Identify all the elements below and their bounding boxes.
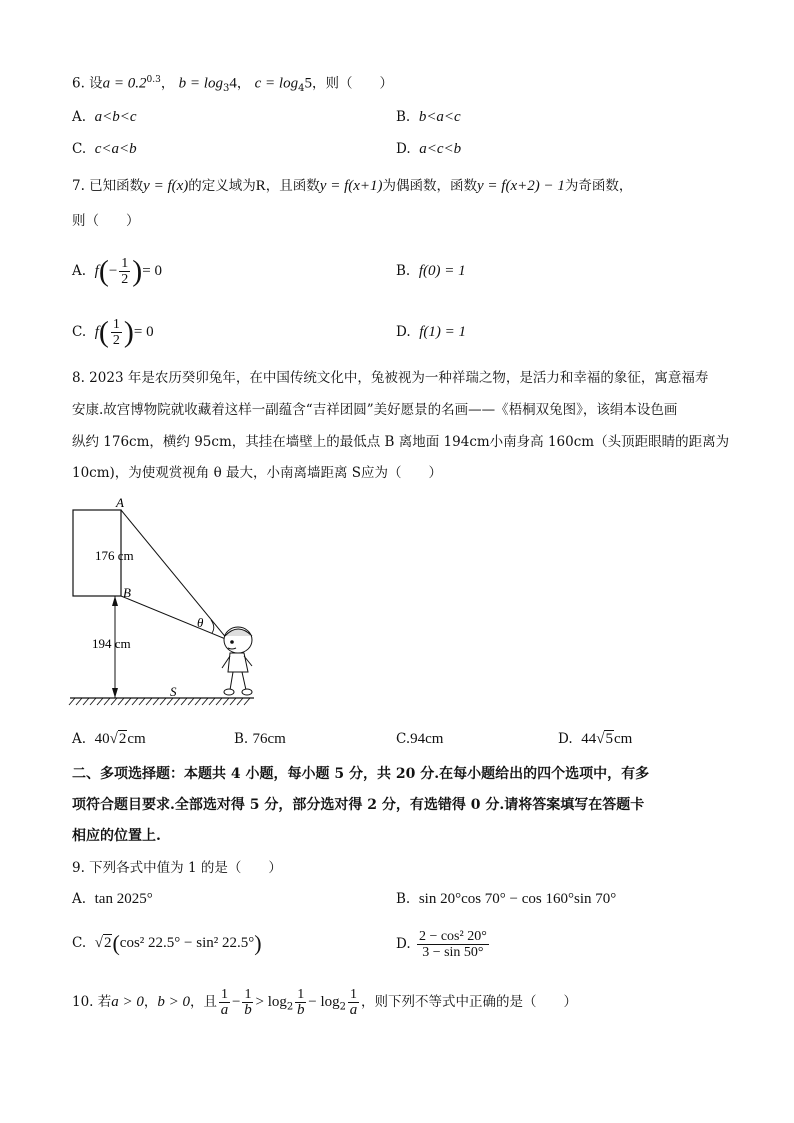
height-arrow-up — [112, 596, 118, 606]
label-theta: θ — [197, 615, 204, 630]
q9-option-c[interactable]: C. √2(cos² 22.5° − sin² 22.5°) — [72, 930, 262, 956]
section2-line-2: 项符合题目要求.全部选对得 5 分，部分选对得 2 分，有选错得 0 分.请将答案填写在答题卡 — [72, 797, 645, 813]
q7-stem-line2: 则（ ） — [72, 213, 140, 229]
label-b: B — [123, 585, 131, 600]
q7-option-c[interactable]: C. f( $\frac{1}{2}$ )= 0 — [72, 315, 154, 349]
q7-option-d[interactable]: D. f(1) = 1 — [396, 324, 467, 340]
sight-line-b — [121, 596, 228, 640]
q7-option-b[interactable]: B. f(0) = 1 — [396, 263, 466, 279]
q8-line-2: 安康.故宫博物院就收藏着这样一副蕴含“吉祥团圆”美好愿景的名画——《梧桐双兔图》，该绢本设色画 — [72, 402, 678, 418]
section2-line-3: 相应的位置上. — [72, 828, 161, 844]
label-s: S — [170, 684, 177, 699]
label-a: A — [116, 495, 124, 510]
q9-option-a[interactable]: A. tan 2025° — [72, 891, 153, 907]
q8-line-4: 10cm)，为使观赏视角 θ 最大，小南离墙距离 S应为（ ） — [72, 465, 443, 481]
q8-line-1: 8. 2023 年是农历癸卯兔年，在中国传统文化中，兔被视为一种祥瑞之物，是活力和幸福的象征，寓意福寿 — [72, 370, 709, 386]
q10-stem: 10. 若a > 0，b > 0，且 $\frac{1}{a}$ − $\frac{1}{b}$ > $\log_2$ $\frac{1}{b}$ − $\log_2$ $\frac{1}{a}$ ，则下列不等式中正确的是（ ） — [72, 987, 578, 1018]
section2-line-1: 二、多项选择题：本题共 4 小题，每小题 5 分，共 20 分.在每小题给出的四个选项中，有多 — [72, 766, 650, 782]
q6-option-a[interactable]: A. a<b<c — [72, 109, 137, 125]
sight-line-a — [121, 510, 228, 640]
q8-option-b[interactable]: B. 76cm — [234, 731, 286, 747]
q8-option-a[interactable]: A. 40√2cm — [72, 731, 146, 747]
q6-option-b[interactable]: B. b<a<c — [396, 109, 461, 125]
girl-figure — [222, 627, 252, 695]
q7-option-a[interactable]: A. f(− $\frac{1}{2}$ )= 0 — [72, 254, 162, 288]
q9-option-b[interactable]: B. sin 20°cos 70° − cos 160°sin 70° — [396, 891, 617, 907]
q6-stem: 6. 设$a = 0.2^{0.3}$， $b = \log_34$， $c = \log_45$，则（ ） — [72, 75, 393, 95]
label-wall-height: 194 cm — [92, 636, 131, 651]
q7-stem-line1: 7. 已知函数y = f(x)的定义域为R，且函数y = f(x+1)为偶函数，函数y = f(x+2) − 1为奇函数， — [72, 178, 633, 194]
q6-option-d[interactable]: D. a<c<b — [396, 141, 462, 157]
ground-hatch — [69, 698, 250, 705]
label-painting-height: 176 cm — [95, 548, 134, 563]
q6-option-c[interactable]: C. c<a<b — [72, 141, 137, 157]
q8-option-d[interactable]: D. 44√5cm — [558, 731, 633, 747]
height-arrow-down — [112, 688, 118, 698]
q8-line-3: 纵约 176cm，横约 95cm，其挂在墙壁上的最低点 B 离地面 194cm小南身高 160cm（头顶距眼睛的距离为 — [72, 434, 730, 450]
q9-stem: 9. 下列各式中值为 1 的是（ ） — [72, 860, 282, 876]
q9-option-d[interactable]: D. $\frac{\text{2 − cos² 20°}}{3 - \sin 50^\circ}$ — [396, 929, 487, 960]
q8-option-c[interactable]: C.94cm — [396, 731, 444, 747]
